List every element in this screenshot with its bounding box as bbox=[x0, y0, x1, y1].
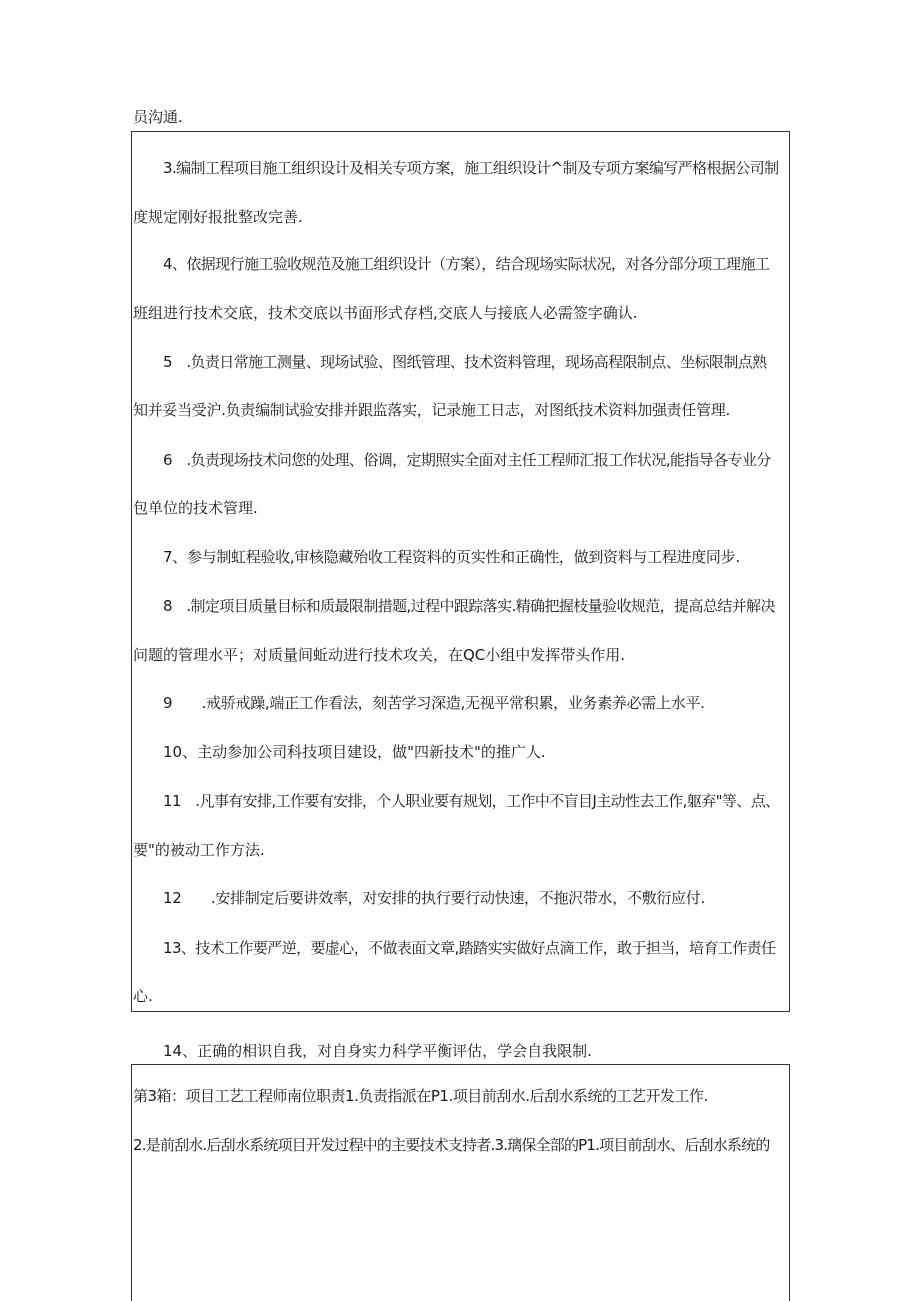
text-line: 问题的管理水平；对质量间蚯动进行技术攻关，在QC小组中发挥带头作用. bbox=[133, 646, 626, 664]
text-line: 12 .安排制定后要讲效率，对安排的执行要行动快速，不拖沢带水，不敷衍应付. bbox=[163, 889, 705, 907]
text-line: 3.编制工程项目施工组织设计及相关专项方案，施工组织设计^制及专项方案编写严格根据公司制 bbox=[163, 159, 779, 177]
text-line: 4、依据现行施工验收规范及施工组织设计（方案），结合现场实际状况，对各分部分项工理施工 bbox=[163, 255, 770, 273]
text-line: 8 .制定项目质量目标和质最限制措题,过程中跟踪落实.精确把握枝量验收规范，提高总结并解决 bbox=[163, 597, 775, 615]
text-line: 6 .负责现场技术问您的处理、俗调，定期照实全面对主任工程师汇报工作状况,能指导各专业分 bbox=[163, 451, 771, 469]
text-line: 知并妥当受沪.负责编制试验安排并跟监落实，记录施工日志，对图纸技术资料加强责任管理. bbox=[133, 401, 730, 419]
text-line: 班组进行技术交底，技术交底以书面形式存档,交底人与接底人必需签字确认. bbox=[133, 304, 638, 322]
text-line: 10、主动参加公司科技项目建设，做"四新技术"的推广人. bbox=[163, 743, 546, 761]
text-line: 14、正确的相识自我，对自身实力科学平衡评估，学会自我限制. bbox=[163, 1042, 592, 1060]
text-line: 度规定刚好报批整改完善. bbox=[133, 208, 303, 226]
text-line: 13、技术工作要严逆，要虚心，不做表面文章,踏踏实实做好点滴工作，敢于担当，培育工作责任 bbox=[163, 939, 776, 957]
text-line: 心. bbox=[133, 987, 153, 1005]
text-line: 2.是前刮水.后刮水系统项目开发过程中的主要技术支持者.3.璃保全部的P1.项目前刮水、后刮水系统的 bbox=[133, 1136, 770, 1154]
text-line: 11 .凡事有安排,工作要有安排，个人职业要有规划，工作中不盲目J主动性去工作,躯弃"等、点、 bbox=[163, 792, 780, 810]
text-line: 7、参与制虹程验收,审核隐藏殆收工程资料的页实性和正确性，做到资料与工程进度同步. bbox=[163, 548, 740, 566]
text-line: 员沟通. bbox=[133, 108, 183, 126]
text-line: 包单位的技术管理. bbox=[133, 499, 258, 517]
text-line: 9 .戒骄戒躁,端正工作看法，刻苦学习深造,无视平常积累，业务素养必需上水平. bbox=[163, 694, 705, 712]
text-line: 第3箱：项目工艺工程师南位职责1.负责指派在P1.项目前刮水.后刮水系统的工艺开发工作. bbox=[133, 1087, 708, 1105]
text-line: 5 .负责日常施工测量、现场试验、图纸管理、技术资料管理，现场高程限制点、坐标限制点熟 bbox=[163, 353, 767, 371]
text-line: 要"的被动工作方法. bbox=[133, 841, 265, 859]
